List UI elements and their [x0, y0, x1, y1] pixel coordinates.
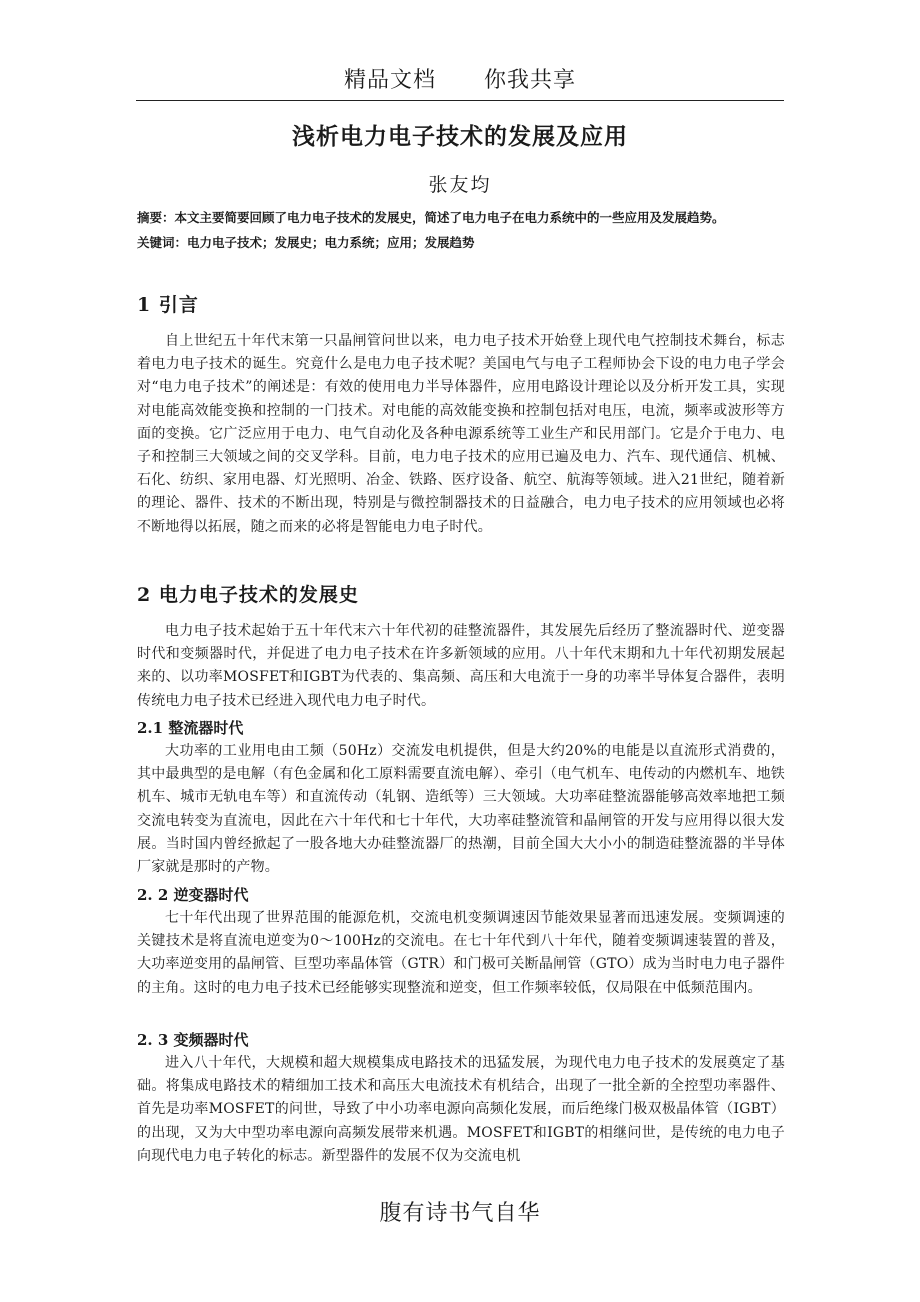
keywords: 关键词：电力电子技术；发展史；电力系统；应用；发展趋势: [137, 235, 475, 250]
abstract: 摘要：本文主要简要回顾了电力电子技术的发展史，简述了电力电子在电力系统中的一些应用及发展趋势。: [137, 210, 725, 225]
author-name: 张友均: [428, 174, 492, 196]
section-2-1-heading: 2.1 整流器时代: [137, 719, 244, 737]
section-1-paragraph: 自上世纪五十年代末第一只晶闸管问世以来，电力电子技术开始登上现代电气控制技术舞台，标志着电力电子技术的诞生。究竟什么是电力电子技术呢？美国电气与电子工程师协会下设的电力电子学会对“电力电子技术”的阐述是：有效的使用电力半导体器件，应用电路设计理论以及分析开发工具，实现对电能高效能变换和控制的一门技术。对电能的高效能变换和控制包括对电压，电流，频率或波形等方面的变换。它广泛应用于电力、电气自动化及各种电源系统等工业生产和民用部门。它是介于电力、电子和控制三大领域之间的交叉学科。目前，电力电子技术的应用已遍及电力、汽车、现代通信、机械、石化、纺织、家用电器、灯光照明、冶金、铁路、医疗设备、航空、航海等领域。进入21世纪，随着新的理论、器件、技术的不断出现，特别是与微控制器技术的日益融合，电力电子技术的应用领域也必将不断地得以拓展，随之而来的必将是智能电力电子时代。: [137, 333, 785, 535]
header-left-text: 精品文档: [343, 68, 436, 93]
section-2-2-heading: 2. 2 逆变器时代: [137, 886, 249, 904]
section-2-heading: 2 电力电子技术的发展史: [137, 584, 359, 606]
page-header: [136, 62, 784, 101]
paper-title: 浅析电力电子技术的发展及应用: [292, 123, 628, 150]
header-right-text: 你我共享: [484, 68, 577, 93]
section-1-heading: 1 引言: [137, 294, 199, 316]
section-2-3-paragraph: 进入八十年代，大规模和超大规模集成电路技术的迅猛发展，为现代电力电子技术的发展奠定了基础。将集成电路技术的精细加工技术和高压大电流技术有机结合，出现了一批全新的全控型功率器件、首先是功率MOSFET的问世，导致了中小功率电源向高频化发展，而后绝缘门极双极晶体管（IGBT）的出现，又为大中型功率电源向高频发展带来机遇。MOSFET和IGBT的相继问世，是传统的电力电子向现代电力电子转化的标志。新型器件的发展不仅为交流电机: [137, 1055, 785, 1164]
section-2-2-paragraph: 七十年代出现了世界范围的能源危机，交流电机变频调速因节能效果显著而迅速发展。变频调速的关键技术是将直流电逆变为0～100Hz的交流电。在七十年代到八十年代，随着变频调速装置的普及，大功率逆变用的晶闸管、巨型功率晶体管（GTR）和门极可关断晶闸管（GTO）成为当时电力电子器件的主角。这时的电力电子技术已经能够实现整流和逆变，但工作频率较低，仅局限在中低频范围内。: [137, 910, 785, 996]
section-2-paragraph: 电力电子技术起始于五十年代末六十年代初的硅整流器件，其发展先后经历了整流器时代、逆变器时代和变频器时代，并促进了电力电子技术在许多新领域的应用。八十年代末期和九十年代初期发展起来的、以功率MOSFET和IGBT为代表的、集高频、高压和大电流于一身的功率半导体复合器件，表明传统电力电子技术已经进入现代电力电子时代。: [137, 623, 785, 709]
page-footer: 腹有诗书气自华: [379, 1201, 541, 1226]
section-2-1-paragraph: 大功率的工业用电由工频（50Hz）交流发电机提供，但是大约20%的电能是以直流形式消费的，其中最典型的是电解（有色金属和化工原料需要直流电解）、牵引（电气机车、电传动的内燃机车、地铁机车、城市无轨电车等）和直流传动（轧钢、造纸等）三大领域。大功率硅整流器能够高效率地把工频交流电转变为直流电，因此在六十年代和七十年代，大功率硅整流管和晶闸管的开发与应用得以很大发展。当时国内曾经掀起了一股各地大办硅整流器厂的热潮，目前全国大大小小的制造硅整流器的半导体厂家就是那时的产物。: [137, 743, 785, 876]
section-2-3-heading: 2. 3 变频器时代: [137, 1031, 249, 1049]
